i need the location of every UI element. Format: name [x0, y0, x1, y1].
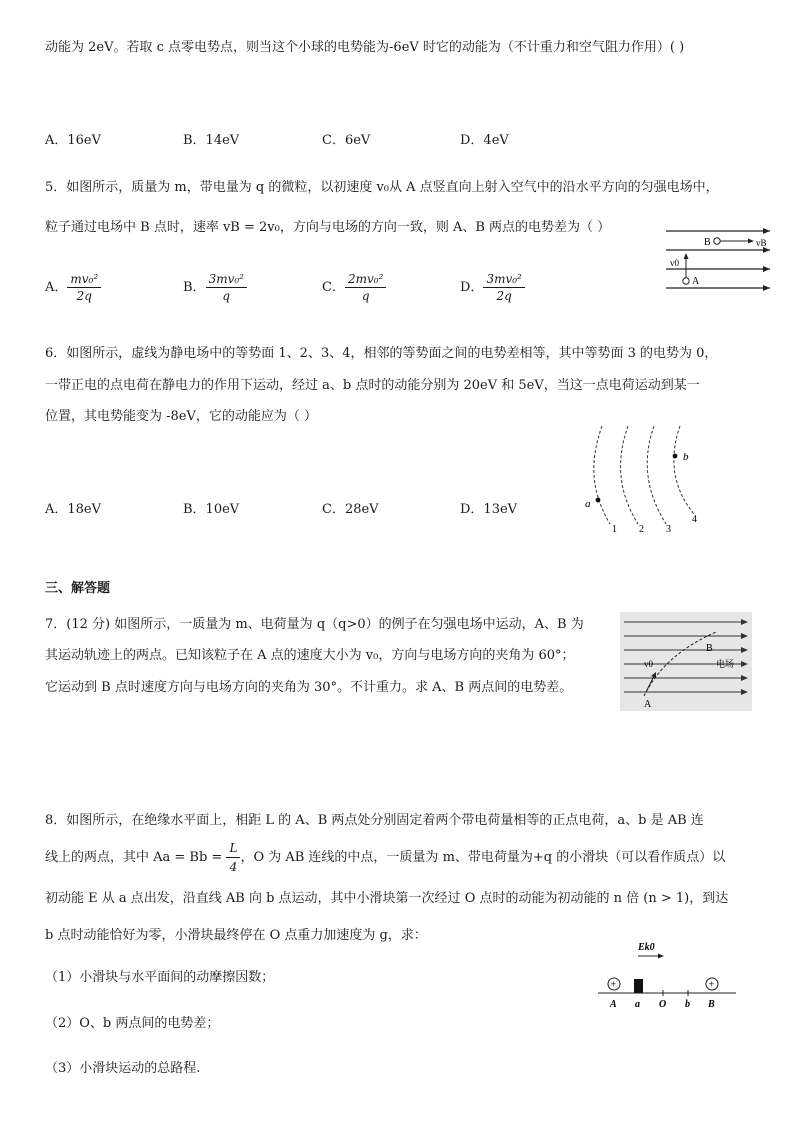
- equipotential-3: [647, 426, 666, 524]
- q6-line-2: 一带正电的点电荷在静电力的作用下运动，经过 a、b 点时的动能分别为 20eV 和 5eV，当这一点电荷运动到某一: [45, 378, 700, 393]
- fraction-denominator: q: [361, 289, 370, 303]
- fraction-numerator: 3mv₀²: [483, 272, 524, 288]
- plus-sign: +: [610, 979, 617, 991]
- fraction-l-over-4: [226, 840, 240, 875]
- fraction-numerator: mv₀²: [67, 272, 101, 288]
- label-4: 4: [692, 514, 697, 525]
- q4-option-c: C．6eV: [322, 133, 371, 148]
- label-b-lower: b: [685, 999, 690, 1010]
- q8-line-1: 8．如图所示，在绝缘水平面上，相距 L 的 A、B 两点处分别固定着两个带电荷量相等的正点电荷，a、b 是 AB 连: [45, 813, 704, 828]
- q5-line-1: 5．如图所示，质量为 m，带电量为 q 的微粒，以初速度 v₀从 A 点竖直向上射入空气中的沿水平方向的匀强电场中，: [45, 180, 719, 195]
- equipotential-4: [674, 426, 694, 514]
- fraction-numerator: 2mv₀²: [345, 272, 386, 288]
- label-field: 电场: [716, 659, 735, 669]
- arrowhead: [658, 954, 664, 959]
- section-heading: 三、解答题: [45, 581, 111, 596]
- label-3: 3: [666, 524, 671, 535]
- arrowhead: [763, 228, 770, 234]
- q8-line-2-start: 线上的两点，其中 Aa = Bb =: [45, 850, 227, 865]
- label-a: a: [585, 498, 591, 510]
- option-label: D．: [460, 280, 484, 295]
- point-a: [596, 498, 601, 503]
- q6-line-3: 位置，其电势能变为 -8eV，它的动能应为（ ）: [45, 409, 318, 424]
- point-a: [683, 278, 689, 284]
- label-a: A: [692, 276, 700, 287]
- q4-line-1: 动能为 2eV。若取 c 点零电势点，则当这个小球的电势能为-6eV 时它的动能为（不计重力和空气阻力作用）( ): [45, 40, 685, 55]
- q7-line-2: 其运动轨迹上的两点。已知该粒子在 A 点的速度大小为 v₀，方向与电场方向的夹角为 60°；: [45, 648, 575, 663]
- q5-field-figure: [662, 225, 774, 297]
- option-fraction: [67, 272, 101, 303]
- label-ek0: Ek0: [638, 942, 655, 953]
- q6-option-d: D．13eV: [460, 502, 518, 517]
- option-label: C．: [322, 280, 345, 295]
- q5-option-c: [322, 272, 386, 303]
- q8-line-3: 初动能 E 从 a 点出发，沿直线 AB 向 b 点运动，其中小滑块第一次经过 O 点时的动能为初动能的 n 倍 (n > 1)，到达: [45, 891, 729, 906]
- label-v0: v0: [670, 258, 679, 268]
- q6-equipotential-figure: [580, 420, 710, 538]
- q7-line-1: 7．(12 分) 如图所示，一质量为 m、电荷量为 q（q>0）的例子在匀强电场中运动，A、B 为: [45, 617, 584, 632]
- q8-sub-3: （3）小滑块运动的总路程.: [45, 1061, 201, 1076]
- fraction-denominator: 2q: [76, 289, 92, 303]
- q4-option-d: D．4eV: [460, 133, 509, 148]
- option-fraction: [345, 272, 386, 303]
- point-b: [714, 238, 720, 244]
- q5-option-d: [460, 272, 525, 303]
- q6-option-c: C．28eV: [322, 502, 379, 517]
- label-1: 1: [612, 524, 617, 535]
- label-a: A: [644, 699, 652, 710]
- fraction-denominator: 2q: [496, 289, 512, 303]
- equipotential-2: [621, 426, 638, 524]
- q4-option-b: B．14eV: [183, 133, 240, 148]
- option-label: A．: [45, 280, 68, 295]
- q7-line-3: 它运动到 B 点时速度方向与电场方向的夹角为 30°。不计重力。求 A、B 两点间的电势差。: [45, 680, 573, 695]
- q6-option-b: B．10eV: [183, 502, 240, 517]
- option-fraction: [483, 272, 524, 303]
- label-b: b: [683, 451, 689, 463]
- label-a-lower: a: [635, 999, 640, 1010]
- arrowhead: [763, 266, 770, 272]
- label-a-upper: A: [610, 999, 617, 1010]
- label-2: 2: [639, 524, 644, 535]
- q8-charges-figure: [596, 938, 740, 1012]
- equipotential-1: [594, 426, 610, 524]
- q5-line-2: 粒子通过电场中 B 点时，速率 vB = 2v₀，方向与电场的方向一致，则 A、B 两点的电势差为（ ）: [45, 220, 611, 235]
- q8-line-4: b 点时动能恰好为零，小滑块最终停在 O 点重力加速度为 g，求：: [45, 928, 427, 943]
- q8-sub-1: （1）小滑块与水平面间的动摩擦因数；: [45, 970, 275, 985]
- label-o: O: [659, 999, 667, 1010]
- q6-option-a: A．18eV: [45, 502, 102, 517]
- q8-line-2: [45, 840, 725, 875]
- label-vb: vB: [756, 238, 767, 248]
- arrowhead: [748, 239, 754, 244]
- option-label: B．: [183, 280, 206, 295]
- q8-line-2-end: ，O 为 AB 连线的中点，一质量为 m、带电荷量为+q 的小滑块（可以看作质点）以: [240, 850, 726, 865]
- fraction-numerator: L: [226, 840, 240, 858]
- fraction-denominator: 4: [229, 860, 238, 874]
- arrowhead: [684, 253, 689, 259]
- label-v0: v0: [644, 659, 653, 669]
- slider-block: [634, 979, 643, 993]
- point-b: [673, 454, 678, 459]
- option-fraction: [206, 272, 247, 303]
- label-b: B: [704, 237, 711, 248]
- q6-line-1: 6．如图所示，虚线为静电场中的等势面 1、2、3、4，相邻的等势面之间的电势差相等，其中等势面 3 的电势为 0，: [45, 346, 718, 361]
- q8-sub-2: （2）O、b 两点间的电势差；: [45, 1016, 220, 1031]
- fraction-denominator: q: [222, 289, 231, 303]
- label-b: B: [706, 643, 713, 654]
- label-b-upper: B: [708, 999, 715, 1010]
- q7-field-figure: [620, 612, 752, 711]
- plus-sign: +: [708, 979, 715, 991]
- q5-option-a: [45, 272, 101, 303]
- arrowhead: [763, 285, 770, 291]
- q5-option-b: [183, 272, 247, 303]
- q4-option-a: A．16eV: [45, 133, 102, 148]
- fraction-numerator: 3mv₀²: [206, 272, 247, 288]
